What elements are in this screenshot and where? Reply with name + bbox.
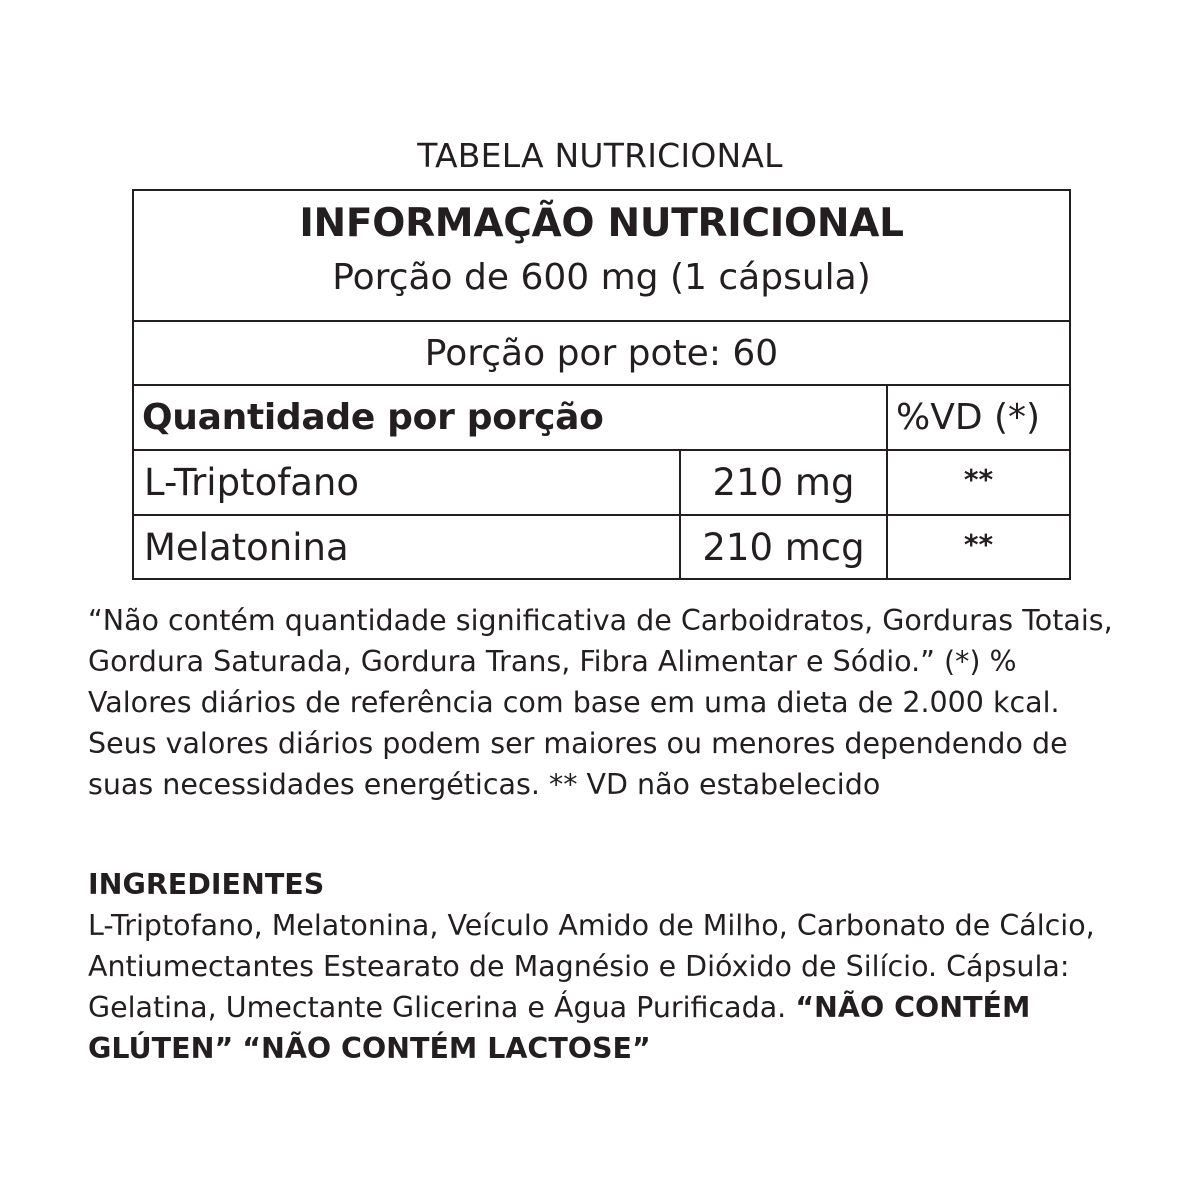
ingredients-title: INGREDIENTES	[88, 868, 325, 901]
ingredients-text	[88, 905, 1128, 1069]
nutrient-amount: 210 mg	[712, 461, 855, 504]
gluten-free-claim: “NÃO CONTÉM GLÚTEN”	[88, 991, 1031, 1065]
table-row	[134, 516, 1069, 578]
table-header-row	[134, 191, 1069, 322]
servings-per-container: Porção por pote: 60	[424, 332, 779, 374]
table-row	[134, 451, 1069, 516]
nutrient-name: L-Triptofano	[144, 461, 359, 504]
ingredients-list: L-Triptofano, Melatonina, Veículo Amido de Milho, Carbonato de Cálcio, Antiumectantes Estearato de Magnésio e Dióxido de Silício. Cápsula: Gelatina, Umectante Glicerina e Água Purificada.	[88, 909, 1095, 1024]
column-header-row	[134, 386, 1069, 451]
label-title: TABELA NUTRICIONAL	[417, 136, 783, 175]
vd-header: %VD (*)	[896, 397, 1041, 438]
nutrition-table	[132, 189, 1071, 580]
footnote: “Não contém quantidade significativa de Carboidratos, Gorduras Totais, Gordura Saturada, Gordura Trans, Fibra Alimentar e Sódio.” (*) % Valores diários de referência com base em uma dieta de 2.000 kcal. Seus valores diários podem ser maiores ou menores dependendo de suas necessidades energéticas. ** VD não estabelecido	[88, 604, 1113, 801]
servings-row	[134, 322, 1069, 386]
nutrient-amount: 210 mcg	[702, 525, 865, 569]
lactose-free-claim: “NÃO CONTÉM LACTOSE”	[242, 1032, 651, 1065]
nutrient-vd: **	[963, 528, 994, 561]
quantity-header: Quantidade por porção	[142, 397, 604, 438]
nutrient-name: Melatonina	[144, 525, 349, 569]
serving-size: Porção de 600 mg (1 cápsula)	[332, 257, 871, 298]
table-title: INFORMAÇÃO NUTRICIONAL	[299, 201, 904, 246]
nutrient-vd: **	[963, 463, 994, 496]
